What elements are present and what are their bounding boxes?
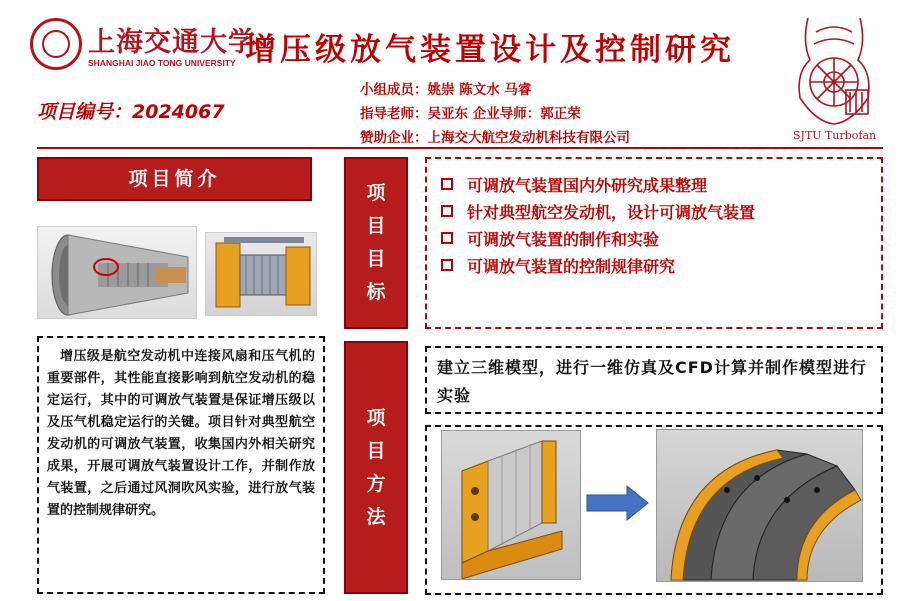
members-line: 小组成员：姚崇 陈文水 马睿 [360,82,532,98]
goal-item [441,173,871,199]
university-seal-icon [30,18,82,70]
poster-title: 增压级放气装置设计及控制研究 [245,32,735,68]
checkbox-icon [441,232,453,244]
intro-title: 项目简介 [128,168,221,190]
method-tab-char: 目 [366,439,386,462]
intro-paragraph: 增压级是航空发动机中连接风扇和压气机的重要部件，其性能直接影响到航空发动机的稳定运行，其中的可调放气装置是保证增压级以及压气机稳定运行的关键。项目针对典型航空发动机的可调放气装置，收集国内外相关研究成果，开展可调放气装置设计工作，并制作放气装置，之后通过风洞吹风实验，进行放气装置的控制规律研究。 [47,349,315,518]
goals-box [425,157,883,329]
goal-text: 可调放气装置的控制规律研究 [467,257,676,276]
intro-text-box [37,336,325,594]
goal-item [441,200,871,226]
goal-text: 可调放气装置国内外研究成果整理 [467,176,708,195]
turbofan-logo-icon [786,12,882,148]
goals-tab-char: 目 [366,215,386,237]
method-text: 建立三维模型，进行一维仿真及CFD计算并制作模型进行实验 [437,358,867,405]
university-name-cn: 上海交通大学 [88,27,256,58]
goals-tab-char: 标 [366,281,386,303]
project-number: 项目编号：2024067 [37,101,225,123]
goals-tab-char: 目 [366,248,386,270]
goal-text: 针对典型航空发动机，设计可调放气装置 [467,203,756,222]
method-tab-char: 法 [366,505,386,528]
ring-assembly-model-image [656,429,863,582]
right-arrow-icon [585,484,650,522]
checkbox-icon [441,178,453,190]
intro-title-box [37,157,312,201]
university-logo [26,14,256,76]
method-tab-char: 项 [366,406,386,429]
single-segment-model-image [441,430,581,580]
university-name-en: SHANGHAI JIAO TONG UNIVERSITY [88,58,236,68]
checkbox-icon [441,205,453,217]
checkbox-icon [441,259,453,271]
engine-cutaway-image [37,226,197,319]
method-box [425,346,883,414]
bleed-valve-image [205,232,317,316]
method-tab-char: 方 [366,472,386,495]
goal-item [441,227,871,253]
goal-item [441,254,871,280]
advisors-line: 指导老师：吴亚东 企业导师：郭正荣 [360,106,581,122]
goals-tab-char: 项 [366,182,386,204]
turbofan-logo-text: SJTU Turbofan [793,129,877,142]
team-info [360,78,630,150]
header-divider [37,147,883,149]
method-tab [344,341,408,594]
goal-text: 可调放气装置的制作和实验 [467,230,660,249]
goals-tab [344,157,408,329]
sponsor-line: 赞助企业：上海交大航空发动机科技有限公司 [360,130,630,146]
